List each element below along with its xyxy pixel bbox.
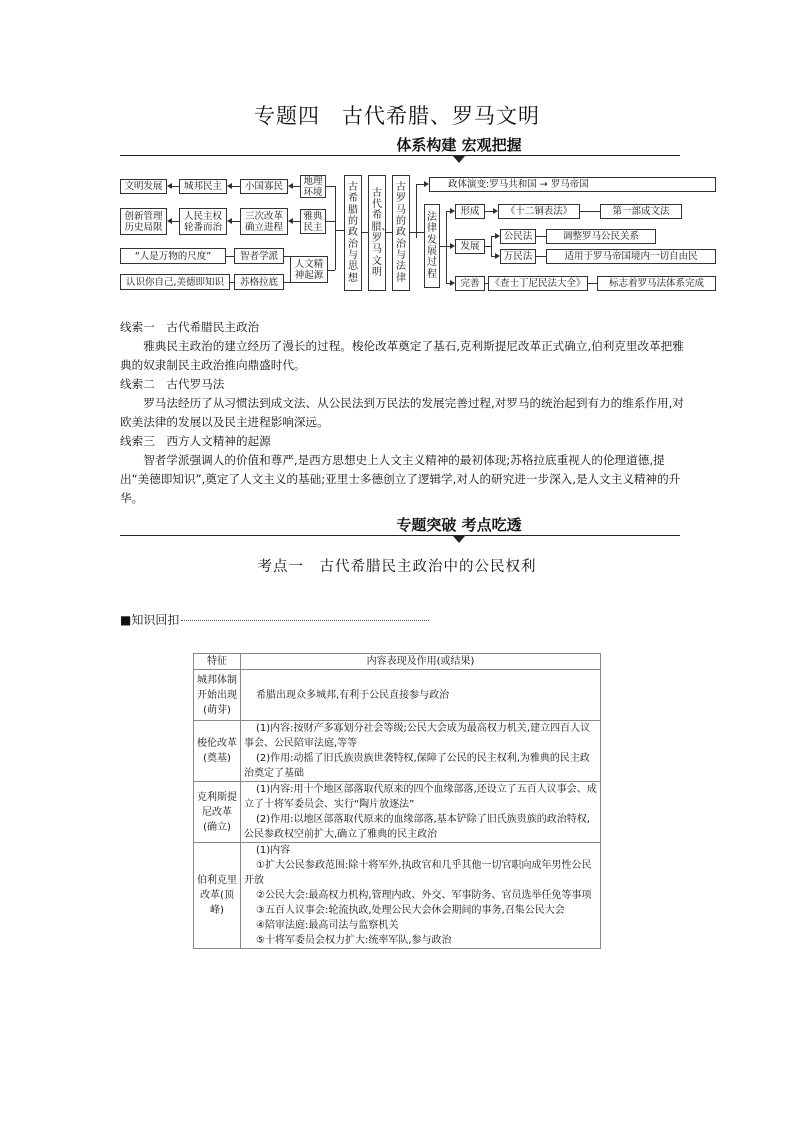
table-cell-feature: 克利斯提尼改革(确立)	[194, 782, 241, 843]
banner-rule-bottom	[120, 535, 680, 536]
table-cell-content: (1)内容:按财产多寡划分社会等级;公民大会成为最高权力机关,建立四百人议事会、公民陪审法庭,等等 (2)作用:动摇了旧氏族贵族世袭特权,保障了公民的民主权利,为雅典的民主政治奠定了基础	[241, 721, 601, 782]
box-wanmin: 万民法	[500, 249, 536, 264]
table-row	[194, 721, 601, 782]
table-header-row	[194, 654, 601, 670]
box-falv: 法律发展过程	[424, 204, 440, 288]
arrow-icon	[288, 183, 293, 189]
box-dili: 地理环境	[300, 175, 326, 198]
box-chuangxin: 创新管理历史局限	[120, 208, 167, 235]
table-cell-content: 希腊出现众多城邦,有利于公民直接参与政治	[241, 670, 601, 721]
table-row	[194, 782, 601, 843]
box-center-greek: 古希腊的政治与思想	[344, 175, 362, 291]
box-yadian: 雅典民主	[300, 209, 326, 234]
structure-diagram	[0, 0, 794, 300]
arrow-icon	[227, 183, 232, 189]
section-banner-breakthrough: 专题突破 考点吃透	[396, 516, 522, 534]
clue-heading: 线索二 古代罗马法	[120, 377, 225, 391]
box-suge: 苏格拉底	[234, 274, 284, 290]
box-chengbang: 城邦民主	[179, 179, 227, 194]
box-biaozhi: 标志着罗马法体系完成	[597, 276, 716, 291]
page-title: 专题四 古代希腊、罗马文明	[254, 104, 540, 128]
box-chenshi: 《查士丁尼民法大全》	[488, 276, 588, 291]
box-center-main: 古代希腊、罗马文明	[368, 175, 386, 291]
table-cell-feature: 城邦体制开始出现(萌芽)	[194, 670, 241, 721]
table-cell-feature: 伯利克里改革(顶峰)	[194, 843, 241, 949]
box-fazhan: 发展	[455, 239, 485, 254]
box-renwen: 人文精神起源	[290, 256, 328, 283]
clue-body: 智者学派强调人的价值和尊严,是西方思想史上人文主义精神的最初体现;苏格拉底重视人的伦理道德,提出“美德即知识”,奠定了人文主义的基础;亚里士多德创立了逻辑学,对人的研究进一步深入,是人文主义精神的升华。	[120, 453, 681, 505]
box-xiaoguo: 小国寡民	[240, 179, 288, 194]
box-center-rome: 古罗马的政治与法律	[392, 175, 410, 291]
knowledge-review-heading: ■知识回扣	[120, 611, 429, 628]
table-cell-content: (1)内容 ①扩大公民参政范围:除十将军外,执政官和几乎其他一切官职向成年男性公民开放 ②公民大会:最高权力机构,管理内政、外交、军事防务、官员选举任免等事项 ③五百人议事会:轮流执政,处理公民大会休会期间的事务,召集公民大会 ④陪审法庭:最高司法与监察机关 ⑤十将军委员会权力扩大:统率军队,参与政治	[241, 843, 601, 949]
banner-arrow-icon	[453, 536, 465, 543]
box-zhengti: 政体演变:罗马共和国 → 罗马帝国	[429, 177, 716, 192]
box-gongmin: 公民法	[500, 229, 536, 244]
arrow-icon	[288, 218, 293, 224]
clues-section	[120, 318, 685, 508]
box-shier: 《十二铜表法》	[498, 204, 580, 219]
table-cell-content: (1)内容:用十个地区部落取代原来的四个血缘部落,还设立了五百人议事会、成立了十将军委员会、实行“陶片放逐法” (2)作用:以地区部落取代原来的血缘部落,基本铲除了旧氏族贵族的政治特权,公民参政权空前扩大,确立了雅典的民主政治	[241, 782, 601, 843]
arrow-icon	[167, 218, 172, 224]
table-row	[194, 670, 601, 721]
knowledge-table	[193, 653, 601, 949]
clue-body: 雅典民主政治的建立经历了漫长的过程。梭伦改革奠定了基石,克利斯提尼改革正式确立,伯利克里改革把雅典的奴隶制民主政治推向鼎盛时代。	[120, 339, 684, 372]
section-banner-system: 体系构建 宏观把握	[396, 136, 522, 154]
box-wanshan: 完善	[455, 276, 485, 291]
arrow-icon	[227, 218, 232, 224]
box-shiyong: 适用于罗马帝国境内一切自由民	[546, 249, 716, 264]
clue-heading: 线索一 古代希腊民主政治	[120, 320, 260, 334]
arrow-icon	[167, 183, 172, 189]
box-xingcheng: 形成	[455, 204, 485, 219]
box-renshi: “人是万物的尺度”	[120, 248, 226, 264]
box-diyi: 第一部成文法	[600, 204, 682, 219]
table-header: 内容表现及作用(或结果)	[241, 654, 601, 670]
table-row	[194, 843, 601, 949]
box-wenming: 文明发展	[120, 179, 167, 194]
box-zhizhe: 智者学派	[234, 248, 284, 264]
box-renshi2: 认识你自己,美德即知识	[120, 274, 230, 290]
box-tiaozheng: 调整罗马公民关系	[546, 229, 656, 244]
box-renmin: 人民主权轮番而治	[179, 208, 227, 235]
box-sanci: 三次改革确立进程	[240, 208, 288, 235]
table-cell-feature: 梭伦改革(奠基)	[194, 721, 241, 782]
kaodian-heading: 考点一 古代希腊民主政治中的公民权利	[257, 559, 537, 575]
clue-body: 罗马法经历了从习惯法到成文法、从公民法到万民法的发展完善过程,对罗马的统治起到有力的维系作用,对欧美法律的发展以及民主进程影响深远。	[120, 396, 684, 429]
table-header: 特征	[194, 654, 241, 670]
clue-heading: 线索三 西方人文精神的起源	[120, 434, 271, 448]
